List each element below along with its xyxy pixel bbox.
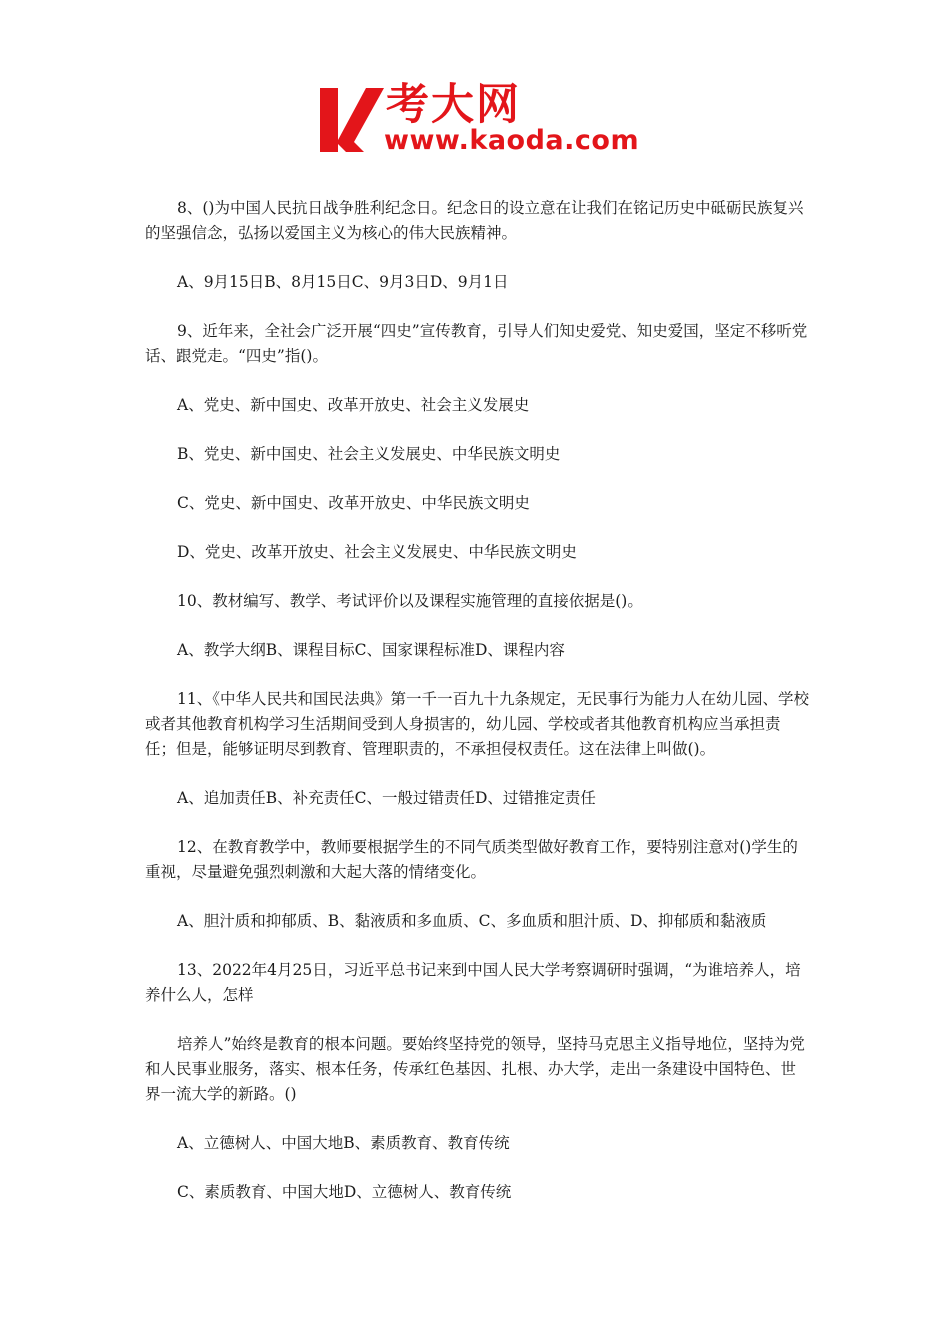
paragraph: D、党史、改革开放史、社会主义发展史、中华民族文明史 [177,543,577,561]
paragraph: 培养人”始终是教育的根本问题。要始终坚持党的领导，坚持马克思主义指导地位，坚持为党和人民事业服务，落实、根本任务，传承红色基因、扎根、办大学，走出一条建设中国特色、世界一流大学的新路。() [145,1035,805,1103]
k-logo-icon [316,80,386,160]
paragraph: 10、教材编写、教学、考试评价以及课程实施管理的直接依据是()。 [177,592,643,610]
paragraph: B、党史、新中国史、社会主义发展史、中华民族文明史 [177,445,561,463]
logo-url-text: www.kaoda.com [384,125,640,156]
paragraph: 13、2022年4月25日，习近平总书记来到中国人民大学考察调研时强调，“为谁培养人，培养什么人，怎样 [145,961,801,1004]
paragraph: 8、()为中国人民抗日战争胜利纪念日。纪念日的设立意在让我们在铭记历史中砥砺民族复兴的坚强信念，弘扬以爱国主义为核心的伟大民族精神。 [145,199,804,242]
paragraph: A、党史、新中国史、改革开放史、社会主义发展史 [177,396,530,414]
paragraph: 11、《中华人民共和国民法典》第一千一百九十九条规定，无民事行为能力人在幼儿园、学校或者其他教育机构学习生活期间受到人身损害的，幼儿园、学校或者其他教育机构应当承担责任；但是，能够证明尽到教育、管理职责的，不承担侵权责任。这在法律上叫做()。 [145,690,809,758]
paragraph: 9、近年来，全社会广泛开展“四史”宣传教育，引导人们知史爱党、知史爱国，坚定不移听党话、跟党走。“四史”指()。 [145,322,808,365]
paragraph: A、立德树人、中国大地B、素质教育、教育传统 [177,1134,510,1152]
paragraph: 12、在教育教学中，教师要根据学生的不同气质类型做好教育工作，要特别注意对()学生的重视，尽量避免强烈刺激和大起大落的情绪变化。 [145,838,798,881]
logo-brand-text: 考大网 [386,80,521,130]
document-body [145,196,810,1205]
kaoda-logo [316,80,640,160]
paragraph: A、胆汁质和抑郁质、B、黏液质和多血质、C、多血质和胆汁质、D、抑郁质和黏液质 [177,912,767,930]
paragraph: A、教学大纲B、课程目标C、国家课程标准D、课程内容 [177,641,565,659]
paragraph: A、追加责任B、补充责任C、一般过错责任D、过错推定责任 [177,789,596,807]
paragraph: A、9月15日B、8月15日C、9月3日D、9月1日 [177,273,509,291]
paragraph: C、党史、新中国史、改革开放史、中华民族文明史 [177,494,530,512]
paragraph: C、素质教育、中国大地D、立德树人、教育传统 [177,1183,512,1201]
